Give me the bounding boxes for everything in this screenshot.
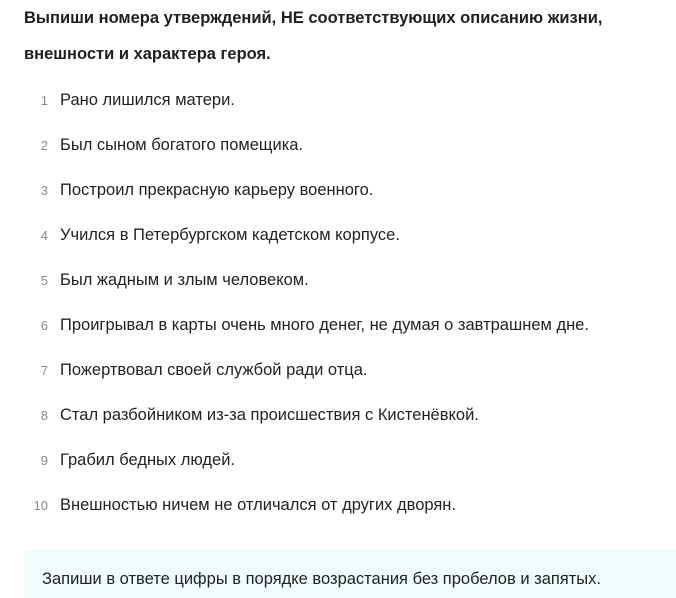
question-text: Выпиши номера утверждений, НЕ соответствующих описанию жизни, внешности и характера героя. bbox=[24, 9, 603, 63]
statement-number: 3 bbox=[40, 183, 48, 198]
statement-item bbox=[0, 258, 676, 303]
statement-number: 4 bbox=[40, 228, 48, 243]
statement-number: 9 bbox=[40, 453, 48, 468]
statement-text: Рано лишился матери. bbox=[60, 91, 235, 109]
statement-number: 5 bbox=[40, 273, 48, 288]
statement-text: Внешностью ничем не отличался от других дворян. bbox=[60, 496, 457, 514]
statement-number: 10 bbox=[33, 498, 48, 513]
statement-item bbox=[0, 78, 676, 123]
statement-text: Был сыном богатого помещика. bbox=[60, 136, 304, 154]
statement-item bbox=[0, 483, 676, 528]
statement-text: Построил прекрасную карьеру военного. bbox=[60, 181, 374, 199]
statement-number: 1 bbox=[40, 93, 48, 108]
statement-number: 6 bbox=[40, 318, 48, 333]
statement-item bbox=[0, 123, 676, 168]
statement-item bbox=[0, 438, 676, 483]
statement-text: Стал разбойником из-за происшествия с Кистенёвкой. bbox=[60, 406, 479, 424]
statement-number: 7 bbox=[40, 363, 48, 378]
statement-item bbox=[0, 303, 676, 348]
answer-hint-box bbox=[24, 550, 676, 598]
statement-number: 2 bbox=[40, 138, 48, 153]
statement-text: Проигрывал в карты очень много денег, не думая о завтрашнем дне. bbox=[60, 316, 589, 334]
statement-text: Учился в Петербургском кадетском корпусе. bbox=[60, 226, 400, 244]
statement-item bbox=[0, 348, 676, 393]
statement-item bbox=[0, 168, 676, 213]
statement-list bbox=[0, 78, 676, 528]
statement-text: Пожертвовал своей службой ради отца. bbox=[60, 361, 368, 379]
statement-number: 8 bbox=[40, 408, 48, 423]
statement-text: Грабил бедных людей. bbox=[60, 451, 235, 469]
statement-text: Был жадным и злым человеком. bbox=[60, 271, 309, 289]
statement-item bbox=[0, 213, 676, 258]
statement-item bbox=[0, 393, 676, 438]
answer-hint-text: Запиши в ответе цифры в порядке возрастания без пробелов и запятых. bbox=[42, 570, 601, 588]
